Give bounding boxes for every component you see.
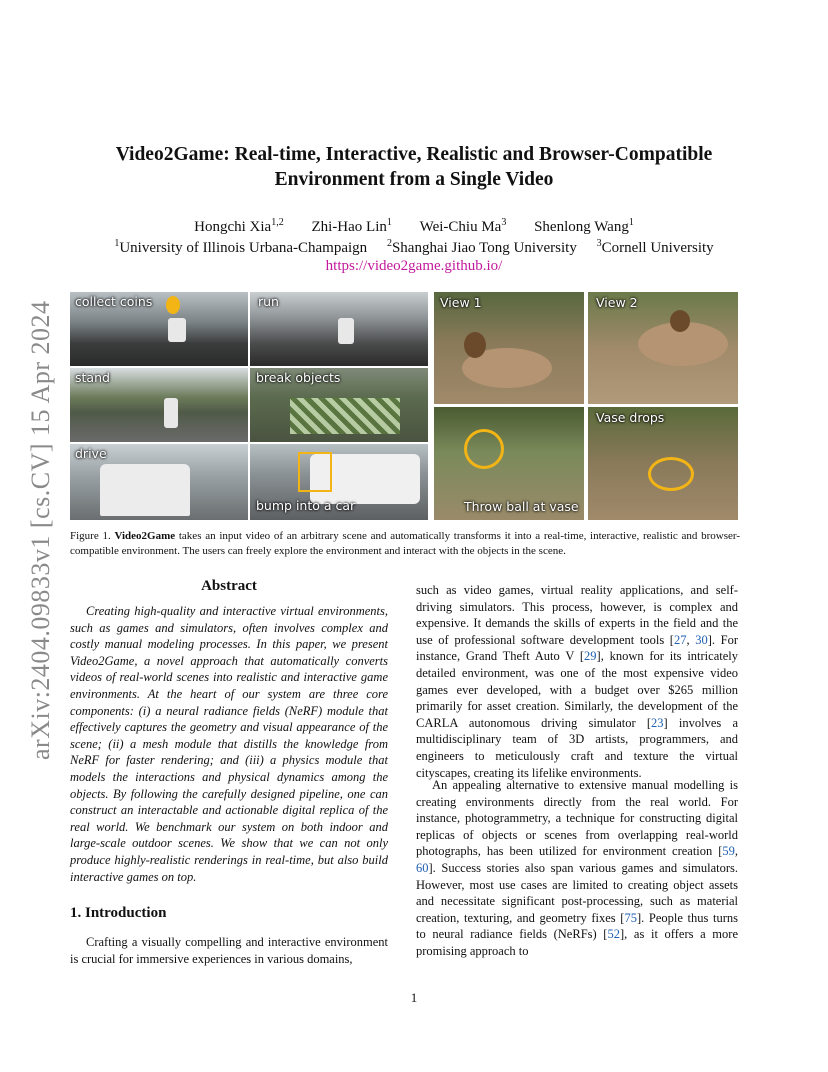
intro-paragraph-1a: Crafting a visually compelling and interactive environment is crucial for immersive experiences in various domains, <box>70 935 388 966</box>
panel-vase-drops <box>588 407 738 520</box>
title-line-2: Environment from a Single Video <box>274 169 554 190</box>
affiliation: $^3$Cornell University <box>596 238 714 256</box>
citation[interactable]: 52 <box>607 927 620 942</box>
citation[interactable]: 75 <box>624 910 637 925</box>
debris <box>290 398 400 434</box>
car <box>100 464 190 516</box>
affiliation: $^1$University of Illinois Urbana-Champaign <box>114 238 368 256</box>
vase <box>670 310 690 332</box>
title-line-1: Video2Game: Real-time, Interactive, Realistic and Browser-Compatible <box>115 144 713 165</box>
panel-run <box>250 292 428 366</box>
arxiv-stamp: arXiv:2404.09833v1 [cs.CV] 15 Apr 2024 <box>26 300 55 760</box>
citation[interactable]: 23 <box>651 715 664 730</box>
label-run: run <box>258 294 279 309</box>
citation[interactable]: 27 <box>673 632 687 647</box>
label-view-1: View 1 <box>440 295 482 310</box>
highlight-box <box>298 452 332 492</box>
panel-break-objects <box>250 368 428 442</box>
label-drive: drive <box>75 446 107 461</box>
intro-paragraph-2: An appealing alternative to extensive manual modelling is creating environments directly from the real world. For instance, photogrammetry, a technique for constructing digital replicas of objects or scenes from overlapping real-world photographs, has been utilized for environment creation [59, 60]. Success stories also span various games and simulators. However, most use cases are limited to creating object assets and necessitate significant post-processing, such as material creation, texturing, and geometry fixes [75]. People thus turns to neural radiance fields (NeRFs) [52], as it offers a more promising approach to <box>416 778 738 958</box>
page-number: 1 <box>410 990 418 1005</box>
citation[interactable]: 59 <box>722 844 735 859</box>
avatar <box>168 318 186 342</box>
label-view-2: View 2 <box>596 295 638 310</box>
paper-title <box>70 142 758 192</box>
panel-view-1 <box>434 292 584 404</box>
section-heading: 1. Introduction <box>70 905 167 921</box>
project-link[interactable]: https://video2game.github.io/ <box>325 258 503 274</box>
panel-view-2 <box>588 292 738 404</box>
project-url <box>70 258 758 275</box>
author: Shenlong Wang$^1$ <box>534 217 634 235</box>
abstract-body: Creating high-quality and interactive virtual environments, such as games and simulators, often involves complex and costly manual modeling processes. In this paper, we present Video2Game, a novel approach that automatically converts videos of real-world scenes into realistic and interactive game environments. At the heart of our system are three core components: (i) a neural radiance fields (NeRF) module that effectively captures the geometry and visual appearance of the scene; (ii) a mesh module that distills the knowledge from NeRF for faster rendering; and (iii) a physics module that models the interactions and physical dynamics among the objects. By following the carefully designed pipeline, one can construct an interactable and actionable digital replica of the real world. We benchmark our system on both indoor and large-scale outdoor scenes. We show that we can not only produce highly-realistic renderings in real-time, but also build interactive games on top. <box>70 604 388 884</box>
label-vase-drops: Vase drops <box>596 410 665 425</box>
panel-drive <box>70 444 248 520</box>
author: Hongchi Xia$^{1,2}$ <box>194 217 284 235</box>
abstract-heading: Abstract <box>201 578 257 594</box>
label-throw-ball: Throw ball at vase <box>464 499 579 514</box>
label-bump-car: bump into a car <box>256 498 356 513</box>
affiliation-list <box>60 238 768 258</box>
label-stand: stand <box>75 370 110 385</box>
author: Wei-Chiu Ma$^3$ <box>419 217 507 235</box>
figure-1 <box>70 292 738 520</box>
author-list <box>70 217 758 237</box>
citation[interactable]: 60 <box>416 860 429 875</box>
highlight-circle <box>464 429 504 469</box>
intro-paragraph-1b: such as video games, virtual reality applications, and self-driving simulators. This process, however, is complex and expensive. It demands the skills of experts in the field and the use of professional software development tools [27, 30]. For instance, Grand Theft Auto V [29], known for its intricately detailed environment, was one of the most expensive video games ever developed, with a budget over $265 million primarily for asset creation. Similarly, the development of the CARLA autonomous driving simulator [23] involves a multidisciplinary team of 3D artists, programmers, and engineers to meticulously craft and texture the virtual cityscapes, creating its lifelike environments. <box>416 583 739 780</box>
avatar <box>338 318 354 344</box>
highlight-circle <box>648 457 694 491</box>
label-collect-coins: collect coins <box>75 294 153 309</box>
citation[interactable]: 30 <box>695 632 708 647</box>
citation[interactable]: 29 <box>584 649 597 664</box>
coin-icon <box>166 296 180 314</box>
panel-collect-coins <box>70 292 248 366</box>
affiliation: $^2$Shanghai Jiao Tong University <box>386 238 577 256</box>
figure-caption: Figure 1. Video2Game takes an input video of an arbitrary scene and automatically transforms it into a real-time, interactive, realistic and browser-compatible environment. The users can freely explore the environment and interact with the objects in the scene. <box>70 530 740 557</box>
label-break-objects: break objects <box>256 370 341 385</box>
panel-stand <box>70 368 248 442</box>
author: Zhi-Hao Lin$^1$ <box>311 217 392 235</box>
avatar <box>164 398 178 428</box>
panel-bump-car <box>250 444 428 520</box>
vase <box>464 332 486 358</box>
panel-throw-ball <box>434 407 584 520</box>
